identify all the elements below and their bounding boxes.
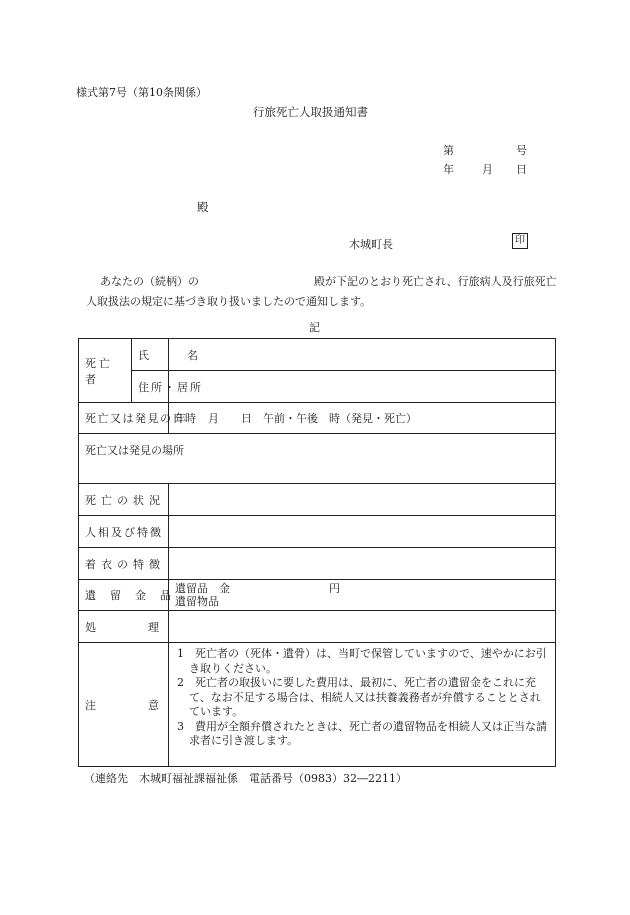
note-item: 2 死亡者の取扱いに要した費用は、最初に、死亡者の遺留金をこれに充て、なお不足する場合は、相続人又は扶養義務者が弁償することとされています。 — [177, 676, 541, 718]
table-row — [79, 339, 556, 371]
issuer: 木城町長 — [349, 238, 393, 251]
address-field[interactable] — [169, 371, 556, 403]
number-prefix: 第 — [443, 144, 454, 157]
situation-field[interactable] — [169, 484, 556, 516]
belongings-label: 遺留金品 — [79, 580, 169, 611]
name-label-text: 氏名 — [138, 348, 236, 362]
disposal-field[interactable] — [169, 611, 556, 643]
place-label: 死亡又は発見の場所 — [85, 444, 184, 457]
belongings-items: 遺留物品 — [175, 595, 219, 608]
datetime-label: 死亡又は発見の日時 — [79, 403, 169, 434]
table-row — [79, 516, 556, 548]
notes-label-text: 注意 — [85, 698, 211, 712]
notes-content — [169, 643, 556, 767]
number-suffix: 号 — [516, 144, 527, 157]
form-id: 様式第7号（第10条関係） — [76, 86, 207, 99]
note-item: 3 費用が全額弁償されたときは、死亡者の遺留物品を相続人又は正当な請求者に引き渡します。 — [177, 719, 547, 747]
notification-body — [86, 272, 566, 312]
notes-label — [79, 643, 211, 767]
table-row — [79, 371, 556, 403]
table-row — [79, 403, 556, 434]
disposal-label — [79, 611, 211, 643]
contact-footer: （連絡先 木城町福祉課福祉係 電話番号（0983）32―2211） — [84, 772, 407, 785]
table-row — [79, 434, 556, 484]
table-row — [79, 548, 556, 580]
record-table — [78, 338, 556, 767]
table-row — [79, 611, 556, 643]
appearance-field[interactable] — [169, 516, 556, 548]
belongings-field[interactable] — [169, 580, 556, 611]
document-title: 行旅死亡人取扱通知書 — [253, 105, 368, 119]
disposal-label-text: 処理 — [85, 620, 211, 634]
clothing-label: 着衣の特徴 — [79, 548, 169, 580]
datetime-field[interactable]: 年 月 日 午前・午後 時（発見・死亡） — [169, 403, 556, 434]
address-label: 住所・居所 — [132, 371, 169, 403]
ki-heading: 記 — [309, 321, 320, 334]
table-row — [79, 643, 556, 767]
table-row — [79, 580, 556, 611]
appearance-label: 人相及び特徴 — [79, 516, 169, 548]
date-year: 年 — [443, 163, 454, 176]
date-day: 日 — [516, 163, 527, 176]
place-field[interactable] — [79, 434, 556, 484]
table-row — [79, 484, 556, 516]
body-line1-start: あなたの（続柄）の — [100, 275, 199, 288]
name-label — [132, 339, 236, 371]
date-month: 月 — [482, 163, 493, 176]
addressee: 殿 — [197, 200, 209, 214]
body-line2: 人取扱法の規定に基づき取り扱いましたので通知します。 — [86, 295, 372, 308]
seal-mark: 印 — [512, 233, 528, 249]
note-item: 1 死亡者の（死体・遺骨）は、当町で保管していますので、速やかにお引き取りください。 — [177, 647, 547, 675]
clothing-field[interactable] — [169, 548, 556, 580]
body-line1-end: 殿が下記のとおり死亡され、行旅病人及行旅死亡 — [314, 275, 557, 288]
situation-label: 死亡の状況 — [79, 484, 169, 516]
belongings-money: 遺留品 金 円 — [175, 582, 340, 595]
deceased-label: 死亡者 — [79, 339, 132, 403]
